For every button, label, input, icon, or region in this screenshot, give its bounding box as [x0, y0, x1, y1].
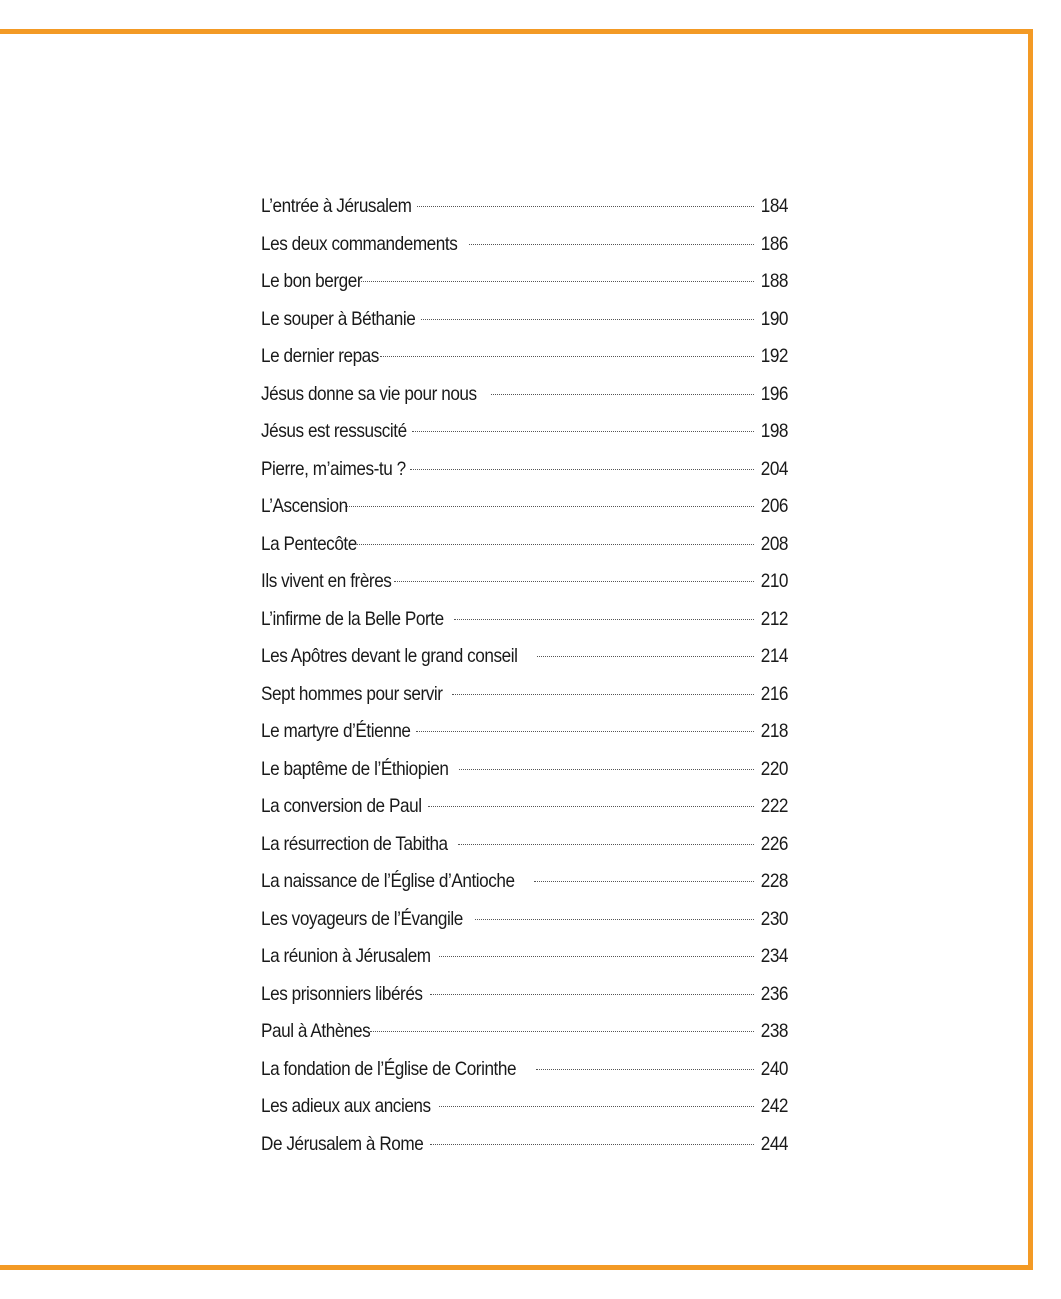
toc-entry[interactable] [261, 338, 788, 376]
toc-entry-page-number: 244 [760, 1132, 788, 1155]
toc-entry-page-number: 238 [760, 1020, 788, 1042]
dot-leader [536, 1069, 754, 1070]
toc-entry[interactable] [261, 788, 788, 826]
toc-entry-page-number: 234 [760, 945, 788, 967]
dot-leader [475, 919, 754, 920]
toc-entry-title: Les voyageurs de l’Évangile [261, 907, 463, 930]
toc-entry-page-number: 220 [760, 757, 788, 780]
toc-entry[interactable] [261, 638, 788, 676]
toc-entry-page-number: 230 [760, 907, 788, 930]
dot-leader [345, 506, 754, 507]
toc-entry[interactable] [261, 713, 788, 751]
toc-entry[interactable] [261, 376, 788, 414]
dot-leader [380, 356, 754, 357]
toc-entry[interactable] [261, 751, 788, 789]
toc-entry-title: De Jérusalem à Rome [261, 1132, 424, 1155]
dot-leader [491, 394, 754, 395]
toc-entry-page-number: 218 [760, 720, 788, 742]
toc-entry-page-number: 216 [760, 682, 788, 705]
toc-entry-title: Les prisonniers libérés [261, 982, 423, 1005]
toc-entry-title: Jésus donne sa vie pour nous [261, 382, 477, 405]
toc-entry-title: Les Apôtres devant le grand conseil [261, 645, 518, 667]
toc-entry-title: L’entrée à Jérusalem [261, 195, 412, 217]
dot-leader [452, 694, 754, 695]
dot-leader [412, 431, 754, 432]
toc-entry[interactable] [261, 938, 788, 976]
toc-entry-page-number: 196 [760, 382, 788, 405]
toc-entry-page-number: 208 [760, 532, 788, 555]
toc-entry[interactable] [261, 863, 788, 901]
toc-entry-page-number: 184 [760, 195, 788, 217]
dot-leader [428, 806, 754, 807]
toc-entry-title: Pierre, m’aimes-tu ? [261, 457, 406, 480]
toc-entry-title: Sept hommes pour servir [261, 682, 443, 705]
table-of-contents [261, 188, 788, 1163]
dot-leader [458, 844, 754, 845]
toc-entry-title: La conversion de Paul [261, 795, 422, 817]
toc-entry[interactable] [261, 601, 788, 639]
toc-entry-title: La naissance de l’Église d’Antioche [261, 870, 515, 892]
toc-entry[interactable] [261, 1088, 788, 1126]
dot-leader [430, 994, 754, 995]
dot-leader [439, 956, 754, 957]
toc-entry-title: Le dernier repas [261, 345, 379, 367]
toc-entry-page-number: 192 [760, 345, 788, 367]
toc-entry[interactable] [261, 901, 788, 939]
dot-leader [534, 881, 754, 882]
toc-entry-page-number: 240 [760, 1057, 788, 1080]
toc-entry-title: La Pentecôte [261, 532, 357, 555]
toc-entry[interactable] [261, 188, 788, 226]
toc-entry[interactable] [261, 413, 788, 451]
toc-entry-title: La fondation de l’Église de Corinthe [261, 1057, 517, 1080]
toc-entry-title: La résurrection de Tabitha [261, 832, 448, 855]
toc-entry[interactable] [261, 226, 788, 264]
dot-leader [370, 1031, 754, 1032]
toc-entry-title: Les deux commandements [261, 232, 458, 255]
toc-entry-page-number: 190 [760, 307, 788, 330]
dot-leader [454, 619, 754, 620]
toc-entry-page-number: 242 [760, 1095, 788, 1117]
toc-entry[interactable] [261, 976, 788, 1014]
dot-leader [410, 469, 754, 470]
toc-entry[interactable] [261, 451, 788, 489]
dot-leader [439, 1106, 754, 1107]
toc-entry-title: La réunion à Jérusalem [261, 945, 431, 967]
toc-entry-title: Le baptême de l’Éthiopien [261, 757, 449, 780]
toc-entry-page-number: 186 [760, 232, 788, 255]
dot-leader [537, 656, 754, 657]
toc-entry-page-number: 212 [760, 607, 788, 630]
toc-entry[interactable] [261, 1126, 788, 1164]
toc-entry-title: Jésus est ressuscité [261, 420, 407, 442]
toc-entry[interactable] [261, 676, 788, 714]
dot-leader [469, 244, 754, 245]
toc-entry[interactable] [261, 1013, 788, 1051]
toc-entry[interactable] [261, 826, 788, 864]
toc-entry-page-number: 198 [760, 420, 788, 442]
dot-leader [417, 206, 754, 207]
toc-entry[interactable] [261, 488, 788, 526]
toc-entry-page-number: 206 [760, 495, 788, 517]
toc-entry-page-number: 214 [760, 645, 788, 667]
dot-leader [421, 319, 754, 320]
dot-leader [430, 1144, 754, 1145]
toc-entry-page-number: 188 [760, 270, 788, 292]
toc-entry[interactable] [261, 263, 788, 301]
toc-entry-page-number: 210 [760, 570, 788, 592]
toc-entry[interactable] [261, 301, 788, 339]
toc-entry-title: L’infirme de la Belle Porte [261, 607, 444, 630]
dot-leader [394, 581, 754, 582]
toc-entry-title: L’Ascension [261, 495, 348, 517]
dot-leader [361, 281, 754, 282]
dot-leader [355, 544, 754, 545]
toc-entry-page-number: 204 [760, 457, 788, 480]
toc-entry-title: Le bon berger [261, 270, 363, 292]
toc-entry-title: Ils vivent en frères [261, 570, 392, 592]
toc-entry[interactable] [261, 563, 788, 601]
dot-leader [459, 769, 754, 770]
toc-entry-page-number: 226 [760, 832, 788, 855]
toc-entry[interactable] [261, 1051, 788, 1089]
toc-entry-page-number: 228 [760, 870, 788, 892]
toc-entry-title: Le martyre d’Étienne [261, 720, 411, 742]
toc-entry-title: Paul à Athènes [261, 1020, 371, 1042]
toc-entry-page-number: 222 [760, 795, 788, 817]
toc-entry-page-number: 236 [760, 982, 788, 1005]
toc-entry-title: Les adieux aux anciens [261, 1095, 431, 1117]
toc-entry[interactable] [261, 526, 788, 564]
dot-leader [416, 731, 754, 732]
toc-entry-title: Le souper à Béthanie [261, 307, 416, 330]
